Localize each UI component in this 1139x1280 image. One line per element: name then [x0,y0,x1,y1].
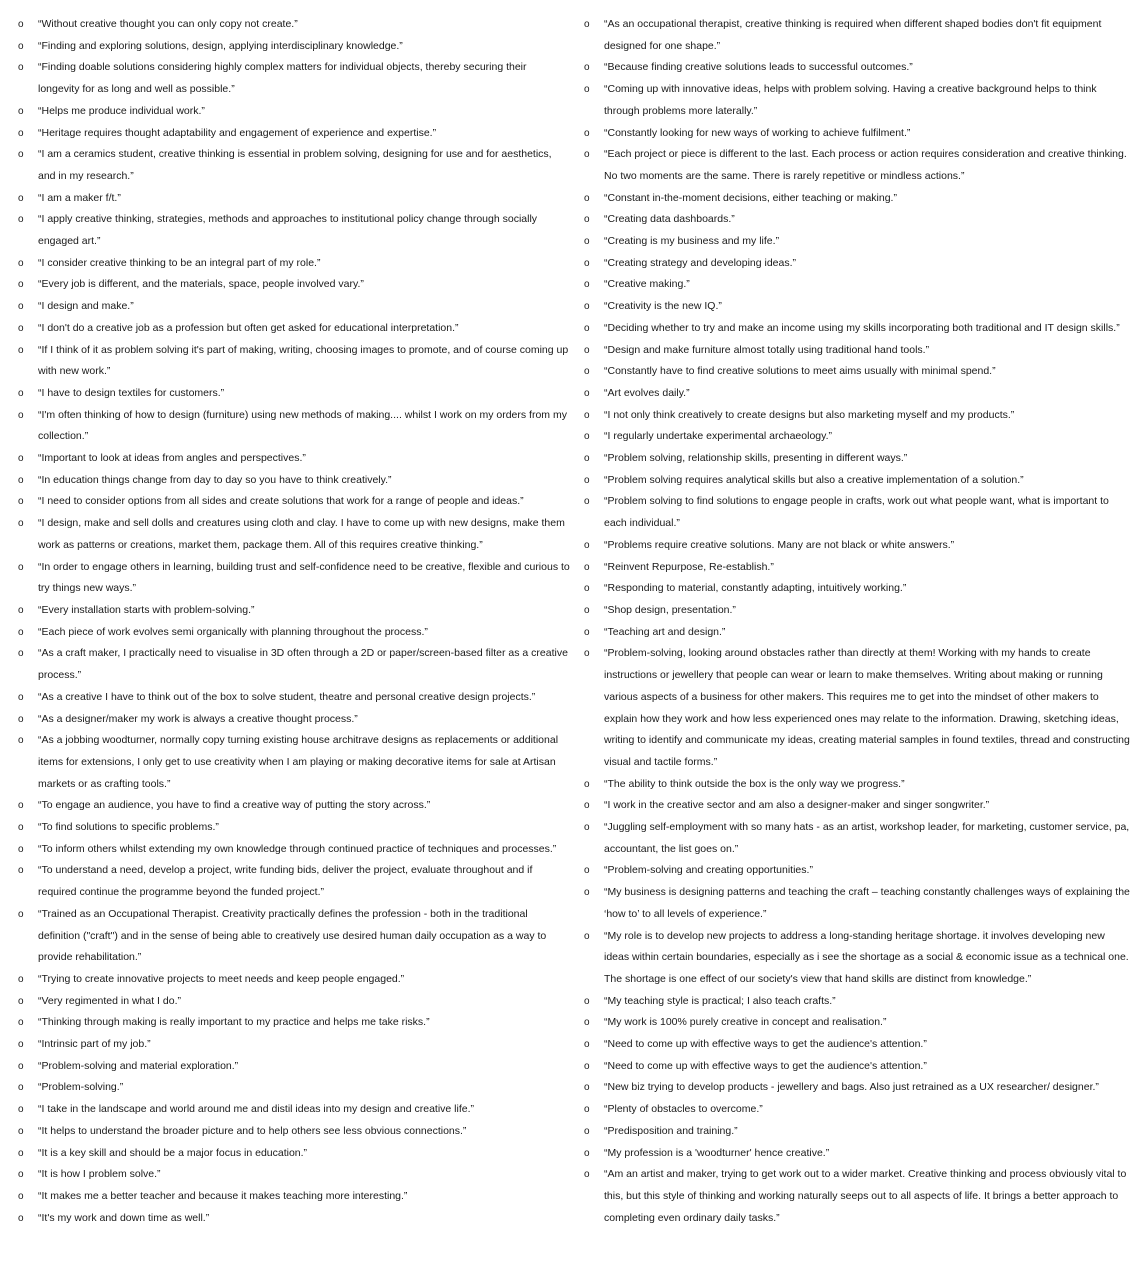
quote-item: o “My profession is a 'woodturner' hence creative.” [584,1143,1132,1165]
quote-item: o “Art evolves daily.” [584,383,1132,405]
quote-item: o “Need to come up with effective ways to get the audience's attention.” [584,1056,1132,1078]
quote-item: o “In order to engage others in learning, building trust and self-confidence need to be creative, flexible and curious to try things new ways.” [18,557,570,600]
quote-item: o “I need to consider options from all sides and create solutions that work for a range of people and ideas.” [18,491,570,513]
quote-item: o “Every installation starts with problem-solving.” [18,600,570,622]
left-quote-list [18,14,570,1229]
quote-item: o “Creating strategy and developing ideas.” [584,253,1132,275]
quote-item: o “As a designer/maker my work is always a creative thought process.” [18,709,570,731]
quote-item: o “To engage an audience, you have to find a creative way of putting the story across.” [18,795,570,817]
quote-item: o “Very regimented in what I do.” [18,991,570,1013]
quote-item: o “Problems require creative solutions. Many are not black or white answers.” [584,535,1132,557]
quote-item: o “Finding and exploring solutions, design, applying interdisciplinary knowledge.” [18,36,570,58]
quote-item: o “My business is designing patterns and teaching the craft – teaching constantly challenges ways of explaining the ‘how to’ to all levels of experience.” [584,882,1132,925]
quote-item: o “Responding to material, constantly adapting, intuitively working.” [584,578,1132,600]
quote-item: o “I am a maker f/t.” [18,188,570,210]
quote-item: o “Intrinsic part of my job.” [18,1034,570,1056]
quote-item: o “Coming up with innovative ideas, helps with problem solving. Having a creative background helps to think through problems more laterally.” [584,79,1132,122]
quote-item: o “I have to design textiles for customers.” [18,383,570,405]
quote-item: o “Plenty of obstacles to overcome.” [584,1099,1132,1121]
quote-item: o “I consider creative thinking to be an integral part of my role.” [18,253,570,275]
quote-item: o “Important to look at ideas from angles and perspectives.” [18,448,570,470]
quote-item: o “I am a ceramics student, creative thinking is essential in problem solving, designing for use and for aesthetics, and in my research.” [18,144,570,187]
quote-item: o “My role is to develop new projects to address a long-standing heritage shortage. it involves developing new ideas within certain boundaries, especially as i see the shortage as a social & economic issue as a technical one. The shortage is one effect of our society's view that hand skills are distinct from knowledge.” [584,926,1132,991]
quote-item: o “I'm often thinking of how to design (furniture) using new methods of making.... whilst I work on my orders from my collection.” [18,405,570,448]
quote-item: o “It makes me a better teacher and because it makes teaching more interesting.” [18,1186,570,1208]
quote-item: o “It helps to understand the broader picture and to help others see less obvious connections.” [18,1121,570,1143]
quote-item: o “Problem-solving and material exploration.” [18,1056,570,1078]
quote-item: o “Teaching art and design.” [584,622,1132,644]
quote-item: o “Creating is my business and my life.” [584,231,1132,253]
quote-item: o “As an occupational therapist, creative thinking is required when different shaped bodies don't fit equipment designed for one shape.” [584,14,1132,57]
quote-item: o “Creative making.” [584,274,1132,296]
quote-item: o “To understand a need, develop a project, write funding bids, deliver the project, evaluate throughout and if required continue the programme beyond the funded project.” [18,860,570,903]
quote-item: o “Without creative thought you can only copy not create.” [18,14,570,36]
quote-item: o “Each project or piece is different to the last. Each process or action requires consideration and creative thinking. No two moments are the same. There is rarely repetitive or mindless actions.” [584,144,1132,187]
quote-item: o “Problem solving to find solutions to engage people in crafts, work out what people want, what is important to each individual.” [584,491,1132,534]
quote-item: o “Problem solving, relationship skills, presenting in different ways.” [584,448,1132,470]
quote-item: o “Constantly looking for new ways of working to achieve fulfilment.” [584,123,1132,145]
quote-item: o “Each piece of work evolves semi organically with planning throughout the process.” [18,622,570,644]
quote-item: o “Constant in-the-moment decisions, either teaching or making.” [584,188,1132,210]
quote-item: o “I take in the landscape and world around me and distil ideas into my design and creative life.” [18,1099,570,1121]
quote-item: o “Predisposition and training.” [584,1121,1132,1143]
quote-item: o “I don't do a creative job as a profession but often get asked for educational interpretation.” [18,318,570,340]
quote-item: o “Constantly have to find creative solutions to meet aims usually with minimal spend.” [584,361,1132,383]
quote-item: o “I work in the creative sector and am also a designer-maker and singer songwriter.” [584,795,1132,817]
quote-item: o “Because finding creative solutions leads to successful outcomes.” [584,57,1132,79]
quote-item: o “Problem-solving, looking around obstacles rather than directly at them! Working with my hands to create instructions or jewellery that people can wear or learn to make themselves. Writing about making or running various aspects of a business for other makers. This requires me to get into the mindset of other makers to explain how they work and how less experienced ones may relate to the information. Drawing, sketching ideas, writing to identify and communicate my ideas, creating material samples in found textiles, thread and constructing visual and tactile forms.” [584,643,1132,773]
quote-item: o “It is a key skill and should be a major focus in education.” [18,1143,570,1165]
quote-item: o “Design and make furniture almost totally using traditional hand tools.” [584,340,1132,362]
quote-item: o “New biz trying to develop products - jewellery and bags. Also just retrained as a UX researcher/ designer.” [584,1077,1132,1099]
quote-item: o “I design, make and sell dolls and creatures using cloth and clay. I have to come up with new designs, make them work as patterns or creations, market them, package them. All of this requires creative thinking.” [18,513,570,556]
quote-item: o “Shop design, presentation.” [584,600,1132,622]
quote-item: o “To find solutions to specific problems.” [18,817,570,839]
quote-item: o “It is how I problem solve.” [18,1164,570,1186]
quote-item: o “As a creative I have to think out of the box to solve student, theatre and personal creative design projects.” [18,687,570,709]
quote-item: o “Creating data dashboards.” [584,209,1132,231]
quote-item: o “I not only think creatively to create designs but also marketing myself and my products.” [584,405,1132,427]
quote-item: o “It's my work and down time as well.” [18,1208,570,1230]
quote-item: o “As a jobbing woodturner, normally copy turning existing house architrave designs as replacements or additional items for extensions, I only get to use creativity when I am playing or making decorative items for sale at Artisan markets or as crafting tools.” [18,730,570,795]
quote-item: o “The ability to think outside the box is the only way we progress.” [584,774,1132,796]
quote-item: o “Finding doable solutions considering highly complex matters for individual objects, thereby securing their longevity for as long and well as possible.” [18,57,570,100]
quote-item: o “Trained as an Occupational Therapist. Creativity practically defines the profession - both in the traditional definition ("craft") and in the sense of being able to creatively use desired human daily occupation as a way to provide rehabilitation.” [18,904,570,969]
quote-item: o “In education things change from day to day so you have to think creatively.” [18,470,570,492]
quote-item: o “Thinking through making is really important to my practice and helps me take risks.” [18,1012,570,1034]
quote-item: o “If I think of it as problem solving it's part of making, writing, choosing images to promote, and of course coming up with new work.” [18,340,570,383]
quote-item: o “As a craft maker, I practically need to visualise in 3D often through a 2D or paper/screen-based filter as a creative process.” [18,643,570,686]
quote-item: o “Helps me produce individual work.” [18,101,570,123]
quote-item: o “Every job is different, and the materials, space, people involved vary.” [18,274,570,296]
right-quote-list [584,14,1132,1229]
quote-item: o “I apply creative thinking, strategies, methods and approaches to institutional policy change through socially engaged art.” [18,209,570,252]
quote-item: o “My work is 100% purely creative in concept and realisation.” [584,1012,1132,1034]
quote-item: o “Creativity is the new IQ.” [584,296,1132,318]
quote-item: o “Need to come up with effective ways to get the audience's attention.” [584,1034,1132,1056]
quote-item: o “Am an artist and maker, trying to get work out to a wider market. Creative thinking and process obviously vital to this, but this style of thinking and working naturally seeps out to all aspects of life. It brings a better approach to completing even ordinary daily tasks.” [584,1164,1132,1229]
quote-item: o “Problem solving requires analytical skills but also a creative implementation of a solution.” [584,470,1132,492]
quote-item: o “Reinvent Repurpose, Re-establish.” [584,557,1132,579]
quote-item: o “Heritage requires thought adaptability and engagement of experience and expertise.” [18,123,570,145]
quote-item: o “Juggling self-employment with so many hats - as an artist, workshop leader, for marketing, customer service, pa, accountant, the list goes on.” [584,817,1132,860]
quote-item: o “Problem-solving and creating opportunities.” [584,860,1132,882]
quote-item: o “My teaching style is practical; I also teach crafts.” [584,991,1132,1013]
quote-item: o “I design and make.” [18,296,570,318]
quote-item: o “Trying to create innovative projects to meet needs and keep people engaged.” [18,969,570,991]
quote-item: o “To inform others whilst extending my own knowledge through continued practice of techniques and processes.” [18,839,570,861]
quote-item: o “Problem-solving.” [18,1077,570,1099]
quote-item: o “Deciding whether to try and make an income using my skills incorporating both traditional and IT design skills.” [584,318,1132,340]
quote-item: o “I regularly undertake experimental archaeology.” [584,426,1132,448]
